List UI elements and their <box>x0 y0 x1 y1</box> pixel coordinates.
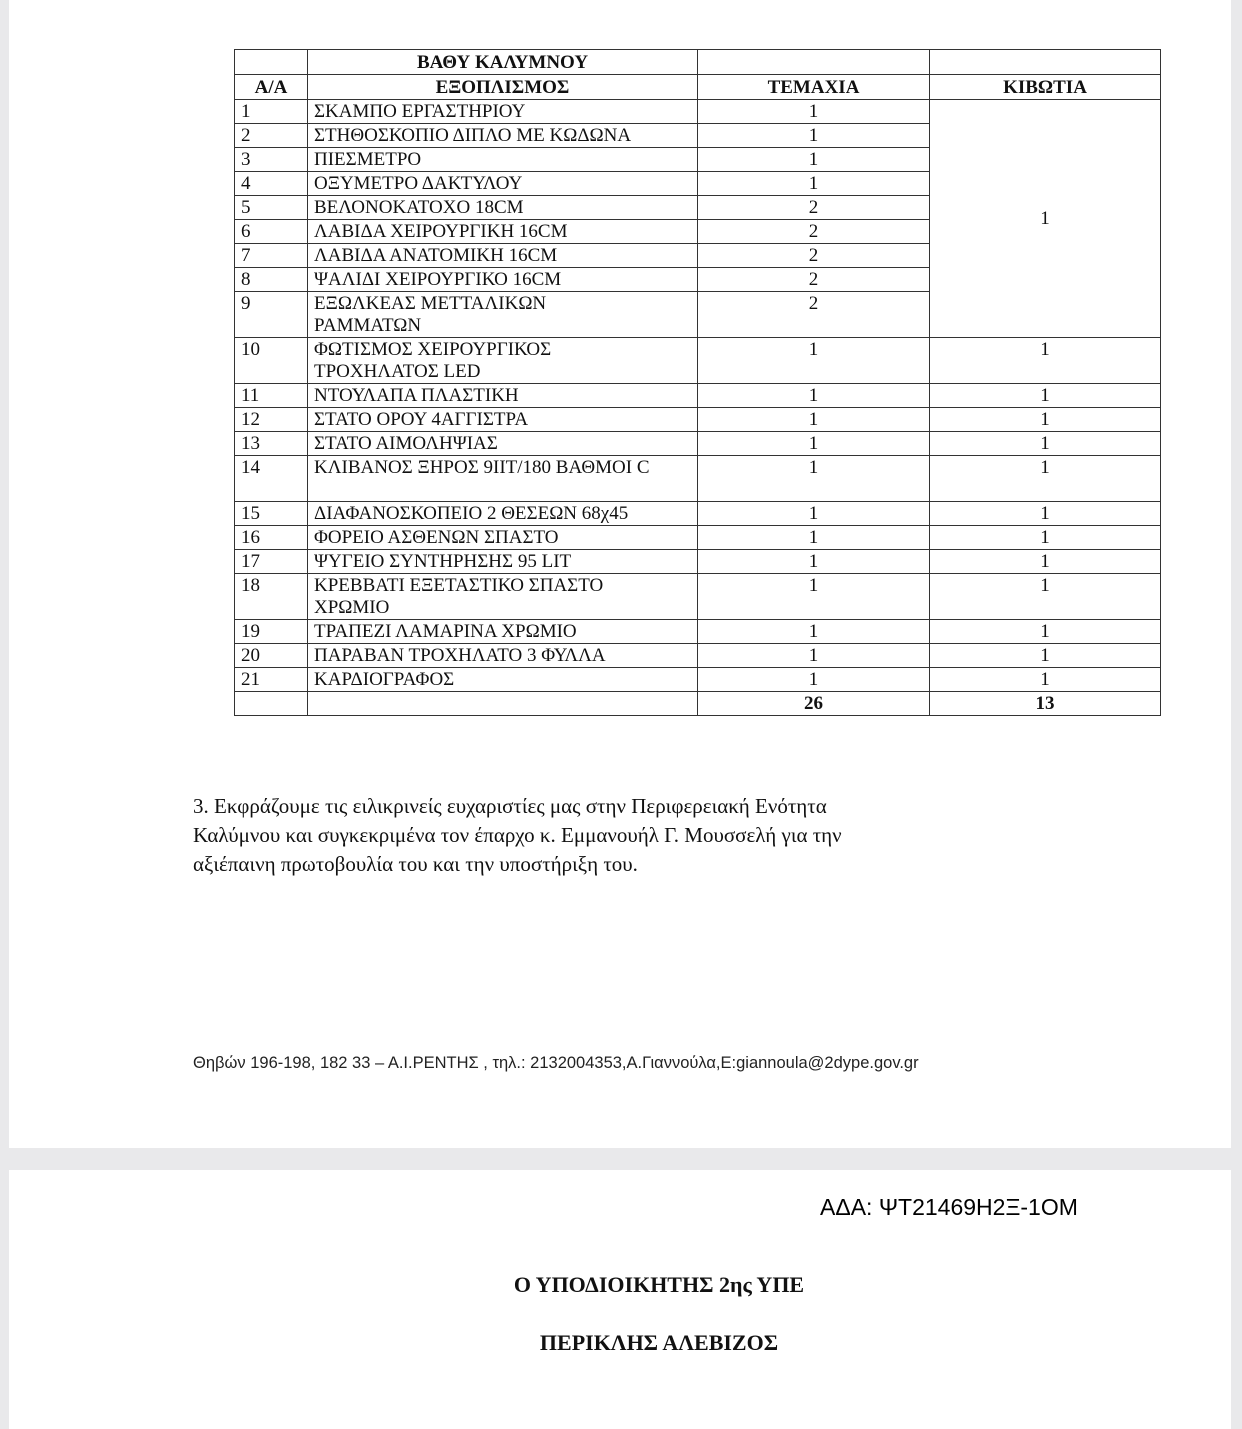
paragraph-line: αξιέπαινη πρωτοβουλία του και την υποστήριξη του. <box>193 852 638 876</box>
equipment-name-line: ΣΚΑΜΠΟ ΕΡΓΑΣΤΗΡΙΟΥ <box>314 101 526 122</box>
row-number: 11 <box>235 384 308 408</box>
equipment-name <box>308 502 698 526</box>
table-row <box>235 620 1161 644</box>
pieces-cell: 1 <box>698 384 930 408</box>
table-group-header-row <box>235 50 1161 75</box>
equipment-name <box>308 244 698 268</box>
boxes-cell: 1 <box>930 502 1161 526</box>
row-number: 3 <box>235 148 308 172</box>
table-row <box>235 100 1161 124</box>
row-number: 10 <box>235 338 308 384</box>
equipment-name-line: ΕΞΩΛΚΕΑΣ ΜΕΤΤΑΛΙΚΩΝ <box>314 293 547 314</box>
boxes-cell: 1 <box>930 456 1161 502</box>
document-page-1 <box>9 0 1231 1148</box>
equipment-name-line: ΣΤΗΘΟΣΚΟΠΙΟ ΔΙΠΛΟ ΜΕ ΚΩΔΩΝΑ <box>314 125 632 146</box>
equipment-name <box>308 220 698 244</box>
column-header-boxes: ΚΙΒΩΤΙΑ <box>930 75 1161 100</box>
table-row <box>235 526 1161 550</box>
pieces-cell: 1 <box>698 526 930 550</box>
row-number: 17 <box>235 550 308 574</box>
pieces-cell: 1 <box>698 456 930 502</box>
equipment-name-line: ΛΑΒΙΔΑ ΑΝΑΤΟΜΙΚΗ 16CM <box>314 245 558 266</box>
page-footer: Θηβών 196-198, 182 33 – Α.Ι.ΡΕΝΤΗΣ , τηλ.: 2132004353,Α.Γιαννούλα,Ε:giannoula@2dype.gov.gr <box>193 1054 919 1072</box>
equipment-name-line: ΧΡΩΜΙΟ <box>314 597 390 618</box>
row-number: 20 <box>235 644 308 668</box>
table-row <box>235 574 1161 620</box>
row-number: 16 <box>235 526 308 550</box>
table-header-row <box>235 75 1161 100</box>
pieces-cell: 1 <box>698 338 930 384</box>
equipment-name-line: ΚΑΡΔΙΟΓΡΑΦΟΣ <box>314 669 455 690</box>
pieces-cell: 1 <box>698 100 930 124</box>
row-number: 13 <box>235 432 308 456</box>
row-number: 15 <box>235 502 308 526</box>
equipment-name-line: ΛΑΒΙΔΑ ΧΕΙΡΟΥΡΓΙΚΗ 16CM <box>314 221 568 242</box>
boxes-cell-merged: 1 <box>930 100 1161 338</box>
equipment-name <box>308 292 698 338</box>
equipment-name <box>308 526 698 550</box>
table-row <box>235 502 1161 526</box>
equipment-name-line: ΣΤΑΤΟ ΑΙΜΟΛΗΨΙΑΣ <box>314 433 498 454</box>
equipment-name-line: ΚΛΙΒΑΝΟΣ ΞΗΡΟΣ 9ΙΙΤ/180 ΒΑΘΜΟΙ C <box>314 457 650 478</box>
pieces-cell: 2 <box>698 292 930 338</box>
pieces-cell: 2 <box>698 196 930 220</box>
row-number: 1 <box>235 100 308 124</box>
equipment-name-line: ΠΑΡΑΒΑΝ ΤΡΟΧΗΛΑΤΟ 3 ΦΥΛΛΑ <box>314 645 606 666</box>
pieces-cell: 1 <box>698 432 930 456</box>
column-header-equipment: ΕΞΟΠΛΙΣΜΟΣ <box>308 75 698 100</box>
pieces-cell: 1 <box>698 502 930 526</box>
pieces-cell: 1 <box>698 668 930 692</box>
total-boxes: 13 <box>930 692 1161 716</box>
equipment-name-line: ΤΡΑΠΕΖΙ ΛΑΜΑΡΙΝΑ ΧΡΩΜΙΟ <box>314 621 577 642</box>
boxes-cell: 1 <box>930 668 1161 692</box>
pieces-cell: 1 <box>698 644 930 668</box>
table-row <box>235 338 1161 384</box>
pieces-cell: 1 <box>698 172 930 196</box>
signatory-title: Ο ΥΠΟΔΙΟΙΚΗΤΗΣ 2ης ΥΠΕ <box>513 1272 805 1297</box>
equipment-name <box>308 268 698 292</box>
row-number: 21 <box>235 668 308 692</box>
pieces-cell: 2 <box>698 268 930 292</box>
equipment-name <box>308 644 698 668</box>
pieces-cell: 1 <box>698 408 930 432</box>
table-body <box>235 100 1161 716</box>
acknowledgement-paragraph <box>193 792 1013 879</box>
row-number: 14 <box>235 456 308 502</box>
group-header: ΒΑΘΥ ΚΑΛΥΜΝΟΥ <box>308 50 698 75</box>
row-number: 6 <box>235 220 308 244</box>
equipment-name-line: ΔΙΑΦΑΝΟΣΚΟΠΕΙΟ 2 ΘΕΣΕΩΝ 68χ45 <box>314 503 629 524</box>
boxes-cell: 1 <box>930 550 1161 574</box>
document-page-2 <box>9 1170 1231 1429</box>
equipment-name <box>308 668 698 692</box>
equipment-name-line: ΡΑΜΜΑΤΩΝ <box>314 315 422 336</box>
pieces-cell: 2 <box>698 244 930 268</box>
pieces-cell: 2 <box>698 220 930 244</box>
equipment-name <box>308 456 698 502</box>
pieces-cell: 1 <box>698 124 930 148</box>
row-number: 18 <box>235 574 308 620</box>
row-number: 5 <box>235 196 308 220</box>
equipment-name <box>308 100 698 124</box>
boxes-cell: 1 <box>930 432 1161 456</box>
equipment-name-line: ΦΟΡΕΙΟ ΑΣΘΕΝΩΝ ΣΠΑΣΤΟ <box>314 527 559 548</box>
boxes-cell: 1 <box>930 338 1161 384</box>
boxes-cell: 1 <box>930 526 1161 550</box>
row-number: 19 <box>235 620 308 644</box>
paragraph-line: 3. Εκφράζουμε τις ειλικρινείς ευχαριστίες μας στην Περιφερειακή Ενότητα <box>193 794 827 818</box>
row-number: 12 <box>235 408 308 432</box>
pieces-cell: 1 <box>698 148 930 172</box>
equipment-name <box>308 432 698 456</box>
equipment-name-line: ΦΩΤΙΣΜΟΣ ΧΕΙΡΟΥΡΓΙΚΟΣ <box>314 339 552 360</box>
signatory-name: ΠΕΡΙΚΛΗΣ ΑΛΕΒΙΖΟΣ <box>539 1330 779 1355</box>
total-pieces: 26 <box>698 692 930 716</box>
equipment-name-line: ΝΤΟΥΛΑΠΑ ΠΛΑΣΤΙΚΗ <box>314 385 519 406</box>
equipment-name-line: ΨΥΓΕΙΟ ΣΥΝΤΗΡΗΣΗΣ 95 LIT <box>314 551 572 572</box>
equipment-name <box>308 550 698 574</box>
equipment-name <box>308 620 698 644</box>
equipment-name-line: ΟΞΥΜΕΤΡΟ ΔΑΚΤΥΛΟΥ <box>314 173 523 194</box>
paragraph-line: Καλύμνου και συγκεκριμένα τον έπαρχο κ. Εμμανουήλ Γ. Μουσσελή για την <box>193 823 842 847</box>
equipment-name-line: ΣΤΑΤΟ ΟΡΟΥ 4ΑΓΓΙΣΤΡΑ <box>314 409 529 430</box>
equipment-table <box>234 49 1161 716</box>
column-header-pieces: ΤΕΜΑΧΙΑ <box>698 75 930 100</box>
equipment-name <box>308 124 698 148</box>
equipment-name-line: ΠΙΕΣΜΕΤΡΟ <box>314 149 422 170</box>
equipment-name-line: ΒΕΛΟΝΟΚΑΤΟΧΟ 18CM <box>314 197 524 218</box>
table-row <box>235 668 1161 692</box>
equipment-name <box>308 148 698 172</box>
boxes-cell: 1 <box>930 620 1161 644</box>
equipment-name <box>308 172 698 196</box>
row-number: 4 <box>235 172 308 196</box>
table-row <box>235 644 1161 668</box>
equipment-name <box>308 408 698 432</box>
pieces-cell: 1 <box>698 550 930 574</box>
equipment-name <box>308 574 698 620</box>
equipment-name-line: ΚΡΕΒΒΑΤΙ ΕΞΕΤΑΣΤΙΚΟ ΣΠΑΣΤΟ <box>314 575 604 596</box>
row-number: 7 <box>235 244 308 268</box>
boxes-cell: 1 <box>930 408 1161 432</box>
pieces-cell: 1 <box>698 574 930 620</box>
equipment-name-line: ΨΑΛΙΔΙ ΧΕΙΡΟΥΡΓΙΚΟ 16CM <box>314 269 562 290</box>
boxes-cell: 1 <box>930 384 1161 408</box>
row-number: 2 <box>235 124 308 148</box>
table-row <box>235 456 1161 502</box>
column-header-aa: Α/Α <box>235 75 308 100</box>
table-row <box>235 384 1161 408</box>
boxes-cell: 1 <box>930 574 1161 620</box>
equipment-name <box>308 384 698 408</box>
equipment-name <box>308 338 698 384</box>
ada-code: ΑΔΑ: ΨΤ21469Η2Ξ-1ΟΜ <box>820 1194 1078 1220</box>
equipment-name <box>308 196 698 220</box>
pieces-cell: 1 <box>698 620 930 644</box>
table-row <box>235 550 1161 574</box>
table-row <box>235 432 1161 456</box>
row-number: 8 <box>235 268 308 292</box>
row-number: 9 <box>235 292 308 338</box>
table-row <box>235 408 1161 432</box>
table-total-row <box>235 692 1161 716</box>
equipment-name-line: ΤΡΟΧΗΛΑΤΟΣ LED <box>314 361 481 382</box>
boxes-cell: 1 <box>930 644 1161 668</box>
